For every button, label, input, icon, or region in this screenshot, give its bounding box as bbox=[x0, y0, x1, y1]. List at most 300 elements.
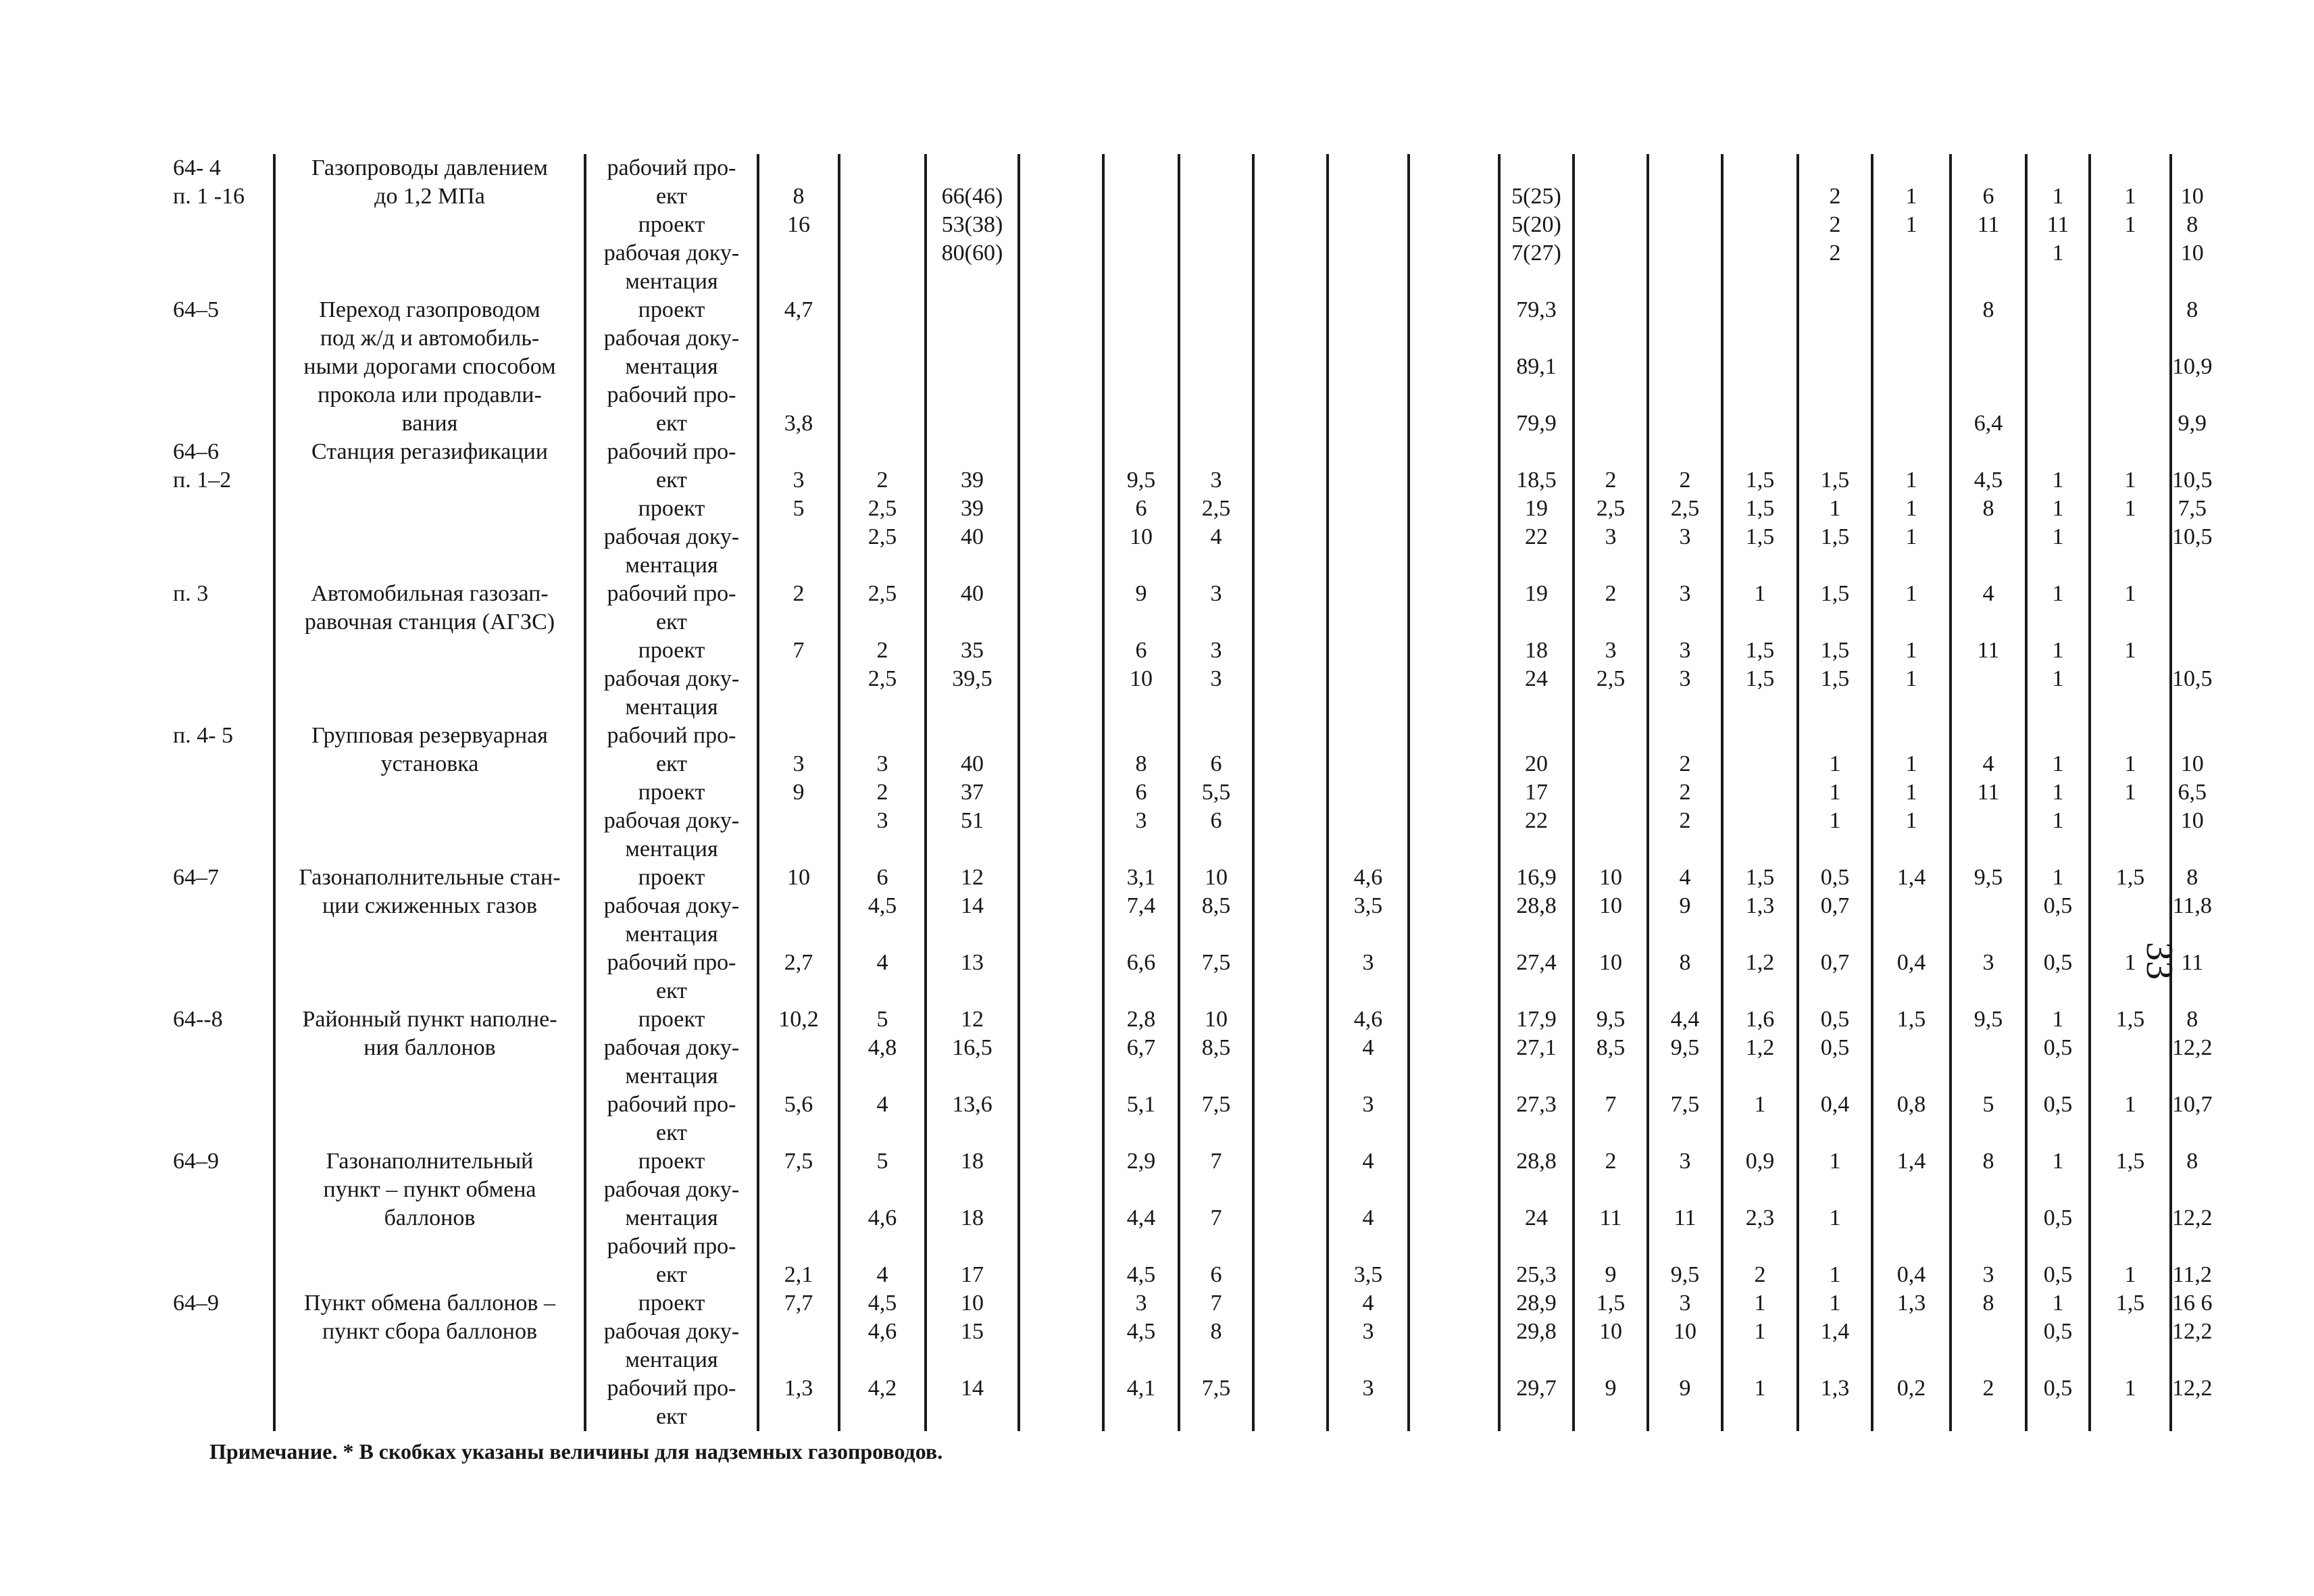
value-cell-text: 4 3 3 bbox=[1362, 1291, 1374, 1401]
value-cell bbox=[1798, 1289, 1872, 1431]
value-cell-text: 9,5 3 bbox=[1973, 865, 2003, 975]
value-cell bbox=[1798, 864, 1872, 1005]
value-cell-text: 79,3 89,1 79,9 bbox=[1516, 297, 1557, 436]
row-code-text: 64–7 bbox=[173, 865, 219, 890]
value-cell-text: 1,5 10 9 bbox=[1596, 1291, 1626, 1401]
value-cell bbox=[926, 154, 1019, 296]
value-cell bbox=[2026, 1147, 2090, 1289]
value-cell-text: 1 1 1 bbox=[1905, 581, 1917, 691]
value-cell bbox=[1103, 1147, 1179, 1289]
value-cell bbox=[1872, 154, 1951, 296]
value-cell bbox=[839, 296, 926, 438]
value-cell-text: 10 10 10 bbox=[1599, 865, 1622, 975]
value-cell-text: 1 1 1 bbox=[2052, 751, 2064, 833]
value-cell bbox=[2171, 864, 2213, 1005]
value-cell bbox=[2026, 1289, 2090, 1431]
row-name-text: Газонаполнительные стан- ции сжиженных газов bbox=[299, 865, 561, 918]
value-cell bbox=[1019, 154, 1103, 296]
value-cell bbox=[758, 722, 839, 864]
value-cell-text: 4,5 8 bbox=[1973, 468, 2003, 521]
value-cell-text: 7 7 6 bbox=[1210, 1149, 1222, 1287]
value-cell bbox=[1951, 296, 2026, 438]
row-name bbox=[274, 154, 585, 296]
value-cell-text: 1 1 1 bbox=[1905, 751, 1917, 833]
value-cell-text: 1,4 0,4 bbox=[1896, 865, 1926, 975]
value-cell-text: 1,5 1,5 1,5 bbox=[1745, 468, 1775, 549]
value-cell-text: 8 12,2 10,7 bbox=[2172, 1007, 2213, 1117]
value-cell-text: 8 3 bbox=[1982, 1149, 1994, 1287]
value-cell bbox=[2171, 722, 2213, 864]
value-cell bbox=[1872, 1289, 1951, 1431]
table-row bbox=[168, 580, 2213, 722]
value-cell bbox=[1722, 438, 1798, 580]
value-cell bbox=[1499, 154, 1574, 296]
value-cell-text: 4 11 bbox=[1977, 751, 2000, 805]
value-cell bbox=[1409, 580, 1499, 722]
value-cell bbox=[839, 1147, 926, 1289]
value-cell-text: 20 17 22 bbox=[1525, 751, 1548, 833]
value-cell-text: 2 11 9 bbox=[1599, 1149, 1622, 1287]
value-cell bbox=[1499, 296, 1574, 438]
value-cell bbox=[1409, 864, 1499, 1005]
value-cell bbox=[2026, 580, 2090, 722]
value-cell bbox=[1253, 722, 1328, 864]
value-cell bbox=[758, 864, 839, 1005]
value-cell bbox=[2090, 1289, 2171, 1431]
table-row bbox=[168, 722, 2213, 864]
value-cell-text: 1 1,5 1,5 bbox=[1745, 581, 1775, 691]
value-cell bbox=[2171, 1005, 2213, 1147]
row-name-text: Станция регазификации bbox=[311, 439, 548, 464]
value-cell bbox=[1872, 1005, 1951, 1147]
value-cell-text: 66(46) 53(38) 80(60) bbox=[941, 184, 1003, 266]
row-doc-stage-text: проект рабочая доку- ментация рабочий про- ект bbox=[603, 1007, 740, 1145]
value-cell-text: 1 0,5 0,5 bbox=[2043, 1291, 2073, 1401]
value-cell bbox=[758, 1147, 839, 1289]
value-cell bbox=[2171, 1289, 2213, 1431]
value-cell-text: 5(25) 5(20) 7(27) bbox=[1511, 184, 1561, 266]
value-cell bbox=[1103, 154, 1179, 296]
value-cell bbox=[2171, 1147, 2213, 1289]
value-cell bbox=[1328, 438, 1409, 580]
value-cell-text: 8 10,9 9,9 bbox=[2172, 297, 2213, 436]
value-cell bbox=[1179, 1147, 1253, 1289]
value-cell bbox=[1019, 438, 1103, 580]
table-row bbox=[168, 1005, 2213, 1147]
value-cell-text: 9,5 5 bbox=[1973, 1007, 2003, 1117]
value-cell bbox=[1409, 154, 1499, 296]
value-cell bbox=[1648, 438, 1722, 580]
value-cell bbox=[1409, 1289, 1499, 1431]
value-cell bbox=[2090, 722, 2171, 864]
value-cell bbox=[2171, 580, 2213, 722]
value-cell-text: 3 11 9,5 bbox=[1670, 1149, 1700, 1287]
value-cell-text: 40 35 39,5 bbox=[952, 581, 992, 691]
value-cell bbox=[1722, 296, 1798, 438]
value-cell-text: 3 9 bbox=[793, 751, 805, 805]
value-cell-text: 16 6 12,2 12,2 bbox=[2172, 1291, 2213, 1401]
value-cell bbox=[1253, 1289, 1328, 1431]
row-doc-stage-text: проект рабочая доку- ментация рабочий про- ект bbox=[603, 297, 740, 436]
value-cell-text: 39 39 40 bbox=[961, 468, 984, 549]
value-cell bbox=[1179, 1005, 1253, 1147]
row-code bbox=[168, 154, 274, 296]
value-cell bbox=[1103, 1005, 1179, 1147]
value-cell bbox=[1722, 1289, 1798, 1431]
value-cell-text: 3 3 3 bbox=[1679, 581, 1691, 691]
value-cell bbox=[1798, 1147, 1872, 1289]
value-cell-text: 1 1 1 bbox=[2052, 468, 2064, 549]
value-cell-text: 4 4 3,5 bbox=[1353, 1149, 1383, 1287]
value-cell bbox=[1722, 154, 1798, 296]
value-cell bbox=[1798, 296, 1872, 438]
value-cell bbox=[1648, 864, 1722, 1005]
value-cell bbox=[1328, 1289, 1409, 1431]
value-cell-text: 1,5 1,3 1,2 bbox=[1745, 865, 1775, 975]
value-cell-text: 18,5 19 22 bbox=[1516, 468, 1557, 549]
row-code-text: 64–5 bbox=[173, 297, 219, 322]
value-cell-text: 6 5,5 6 bbox=[1201, 751, 1231, 833]
value-cell bbox=[1409, 1147, 1499, 1289]
row-doc-stage bbox=[585, 296, 758, 438]
value-cell-text: 0,5 0,5 0,4 bbox=[1820, 1007, 1850, 1117]
value-cell bbox=[1872, 580, 1951, 722]
value-cell bbox=[1499, 1289, 1574, 1431]
value-cell-text: 1 1 1 bbox=[2052, 581, 2064, 691]
value-cell bbox=[1019, 864, 1103, 1005]
value-cell bbox=[1951, 1147, 2026, 1289]
value-cell-text: 8 11,8 11 bbox=[2172, 865, 2212, 975]
table-body bbox=[168, 154, 2213, 1431]
value-cell bbox=[2026, 864, 2090, 1005]
value-cell bbox=[758, 296, 839, 438]
value-cell-text: 1 1 bbox=[2124, 581, 2136, 663]
value-cell bbox=[1574, 580, 1648, 722]
value-cell bbox=[1872, 438, 1951, 580]
value-cell-text: 10,5 7,5 10,5 bbox=[2172, 468, 2213, 549]
value-cell bbox=[2090, 154, 2171, 296]
value-cell-text: 0,5 0,7 0,7 bbox=[1820, 865, 1850, 975]
value-cell-text: 8 16 bbox=[787, 184, 810, 237]
value-cell-text: 1 1 bbox=[2124, 468, 2136, 521]
value-cell bbox=[926, 864, 1019, 1005]
value-cell bbox=[1574, 864, 1648, 1005]
value-cell-text: 10,2 5,6 bbox=[778, 1007, 819, 1117]
value-cell bbox=[1409, 296, 1499, 438]
row-doc-stage bbox=[585, 864, 758, 1005]
data-table bbox=[168, 154, 2213, 1431]
value-cell bbox=[1328, 864, 1409, 1005]
value-cell bbox=[1574, 1147, 1648, 1289]
value-cell-text: 1 1 1 bbox=[1829, 1149, 1841, 1287]
row-name-text: Пункт обмена баллонов – пункт сбора баллонов bbox=[304, 1291, 555, 1344]
value-cell bbox=[1103, 1289, 1179, 1431]
value-cell-text: 1 11 1 bbox=[2046, 184, 2069, 266]
value-cell-text: 2 2 2 bbox=[1679, 751, 1691, 833]
value-cell-text: 1 0,5 0,5 bbox=[2043, 1007, 2073, 1117]
row-doc-stage-text: проект рабочая доку- ментация рабочий про- ект bbox=[603, 1149, 740, 1287]
value-cell bbox=[1179, 864, 1253, 1005]
value-cell-text: 7 8 7,5 bbox=[1201, 1291, 1231, 1401]
value-cell-text: 12 16,5 13,6 bbox=[952, 1007, 992, 1117]
value-cell-text: 10,5 bbox=[2172, 666, 2213, 691]
value-cell bbox=[1328, 296, 1409, 438]
value-cell-text: 4,6 3,5 3 bbox=[1353, 865, 1383, 975]
value-cell bbox=[1253, 580, 1328, 722]
value-cell-text: 4,6 4 3 bbox=[1353, 1007, 1383, 1117]
row-code-text: 64- 4 п. 1 -16 bbox=[173, 155, 245, 209]
value-cell bbox=[1019, 1005, 1103, 1147]
value-cell-text: 10 2,7 bbox=[784, 865, 813, 975]
value-cell-text: 9,5 6 10 bbox=[1126, 468, 1156, 549]
row-doc-stage-text: рабочий про- ект проект рабочая доку- ментация bbox=[603, 439, 740, 578]
value-cell bbox=[1328, 1147, 1409, 1289]
value-cell bbox=[1872, 1147, 1951, 1289]
value-cell-text: 1,5 1 bbox=[2115, 865, 2145, 975]
value-cell bbox=[1103, 864, 1179, 1005]
value-cell bbox=[1179, 438, 1253, 580]
value-cell bbox=[2026, 438, 2090, 580]
value-cell bbox=[758, 1005, 839, 1147]
value-cell bbox=[1179, 154, 1253, 296]
value-cell bbox=[839, 1005, 926, 1147]
value-cell-text: 4,4 9,5 7,5 bbox=[1670, 1007, 1700, 1117]
value-cell-text: 1 1 bbox=[2124, 184, 2136, 237]
value-cell bbox=[2171, 154, 2213, 296]
value-cell bbox=[926, 1147, 1019, 1289]
value-cell bbox=[758, 438, 839, 580]
value-cell bbox=[839, 1289, 926, 1431]
row-name-text: Переход газопроводом под ж/д и автомобиль- ными дорогами способом прокола или продавли- вания bbox=[303, 297, 556, 436]
row-code bbox=[168, 1005, 274, 1147]
value-cell bbox=[1019, 1289, 1103, 1431]
value-cell-text: 4,7 3,8 bbox=[784, 297, 813, 436]
value-cell bbox=[1328, 1005, 1409, 1147]
row-code-text: 64–6 п. 1–2 bbox=[173, 439, 232, 493]
row-name-text: Районный пункт наполне- ния баллонов bbox=[302, 1007, 557, 1060]
value-cell bbox=[2090, 438, 2171, 580]
value-cell-text: 1,5 0,8 bbox=[1896, 1007, 1926, 1117]
value-cell-text: 3 2 3 bbox=[876, 751, 888, 833]
value-cell-text: 9 6 10 bbox=[1130, 581, 1153, 691]
value-cell bbox=[839, 722, 926, 864]
value-cell-text: 3 5 bbox=[793, 468, 805, 521]
row-name bbox=[274, 1289, 585, 1431]
value-cell bbox=[926, 722, 1019, 864]
row-name-text: Групповая резервуарная установка bbox=[311, 723, 548, 776]
value-cell bbox=[1019, 296, 1103, 438]
value-cell bbox=[1103, 580, 1179, 722]
value-cell bbox=[1179, 722, 1253, 864]
value-cell-text: 28,8 24 25,3 bbox=[1516, 1149, 1557, 1287]
value-cell bbox=[1574, 1289, 1648, 1431]
row-code-text: п. 3 bbox=[173, 581, 209, 606]
value-cell-text: 28,9 29,8 29,7 bbox=[1516, 1291, 1557, 1401]
value-cell bbox=[839, 580, 926, 722]
table-row bbox=[168, 296, 2213, 438]
row-name bbox=[274, 864, 585, 1005]
value-cell bbox=[1328, 580, 1409, 722]
value-cell-text: 10 8,5 7,5 bbox=[1201, 1007, 1231, 1117]
value-cell bbox=[1951, 864, 2026, 1005]
row-code-text: 64–9 bbox=[173, 1149, 219, 1174]
value-cell bbox=[2026, 722, 2090, 864]
value-cell-text: 1 1 1 bbox=[1905, 468, 1917, 549]
row-name bbox=[274, 1147, 585, 1289]
row-code-text: 64--8 bbox=[173, 1007, 223, 1032]
value-cell bbox=[1722, 722, 1798, 864]
value-cell bbox=[1574, 1005, 1648, 1147]
value-cell bbox=[1253, 438, 1328, 580]
value-cell bbox=[1253, 1147, 1328, 1289]
value-cell-text: 4 11 bbox=[1977, 581, 2000, 663]
value-cell-text: 0,9 2,3 2 bbox=[1745, 1149, 1775, 1287]
value-cell-text: 1,5 1 bbox=[2115, 1007, 2145, 1117]
value-cell bbox=[1648, 296, 1722, 438]
value-cell-text: 5 4,8 4 bbox=[867, 1007, 897, 1117]
value-cell bbox=[839, 438, 926, 580]
value-cell bbox=[1648, 154, 1722, 296]
value-cell bbox=[926, 1005, 1019, 1147]
value-cell-text: 1 1 1 bbox=[1754, 1291, 1766, 1401]
row-name bbox=[274, 296, 585, 438]
value-cell-text: 18 18 17 bbox=[961, 1149, 984, 1287]
value-cell-text: 2 3 2,5 bbox=[1596, 581, 1626, 691]
value-cell bbox=[2026, 1005, 2090, 1147]
value-cell bbox=[2090, 1147, 2171, 1289]
value-cell bbox=[1951, 722, 2026, 864]
row-doc-stage bbox=[585, 1289, 758, 1431]
row-code bbox=[168, 296, 274, 438]
value-cell-text: 3 2,5 4 bbox=[1201, 468, 1231, 549]
value-cell bbox=[2090, 1005, 2171, 1147]
value-cell-text: 2,8 6,7 5,1 bbox=[1126, 1007, 1156, 1117]
row-name bbox=[274, 722, 585, 864]
row-code bbox=[168, 722, 274, 864]
table-row bbox=[168, 1147, 2213, 1289]
value-cell bbox=[1499, 722, 1574, 864]
row-doc-stage-text: рабочий про- ект проект рабочая доку- ментация bbox=[603, 581, 740, 720]
row-doc-stage bbox=[585, 1147, 758, 1289]
table-row bbox=[168, 154, 2213, 296]
value-cell bbox=[1872, 296, 1951, 438]
value-cell bbox=[1019, 1147, 1103, 1289]
value-cell-text: 1 0,5 0,5 bbox=[2043, 1149, 2073, 1287]
value-cell-text: 1,5 1 1,5 bbox=[1820, 468, 1850, 549]
value-cell bbox=[1253, 296, 1328, 438]
value-cell bbox=[1872, 864, 1951, 1005]
value-cell bbox=[1798, 580, 1872, 722]
value-cell bbox=[1103, 722, 1179, 864]
value-cell bbox=[1574, 296, 1648, 438]
row-name-text: Газонаполнительный пункт – пункт обмена баллонов bbox=[323, 1149, 536, 1230]
value-cell-text: 2 7 bbox=[793, 581, 805, 663]
value-cell bbox=[1722, 864, 1798, 1005]
value-cell bbox=[1499, 580, 1574, 722]
value-cell-text: 1 0,5 0,5 bbox=[2043, 865, 2073, 975]
value-cell-text: 17,9 27,1 27,3 bbox=[1516, 1007, 1557, 1117]
value-cell bbox=[1951, 580, 2026, 722]
value-cell bbox=[2171, 438, 2213, 580]
row-code bbox=[168, 438, 274, 580]
value-cell-text: 10 8,5 7,5 bbox=[1201, 865, 1231, 975]
row-name bbox=[274, 1005, 585, 1147]
value-cell bbox=[1648, 1005, 1722, 1147]
value-cell bbox=[1499, 1005, 1574, 1147]
value-cell-text: 40 37 51 bbox=[961, 751, 984, 833]
table-row bbox=[168, 864, 2213, 1005]
value-cell bbox=[926, 580, 1019, 722]
value-cell bbox=[758, 1289, 839, 1431]
value-cell bbox=[2090, 296, 2171, 438]
value-cell bbox=[839, 864, 926, 1005]
value-cell-text: 1 1 1 bbox=[1829, 751, 1841, 833]
value-cell bbox=[1179, 580, 1253, 722]
row-doc-stage-text: проект рабочая доку- ментация рабочий про- ект bbox=[603, 865, 740, 1003]
value-cell bbox=[1179, 296, 1253, 438]
value-cell bbox=[1722, 580, 1798, 722]
row-code-text: п. 4- 5 bbox=[173, 723, 234, 748]
value-cell-text: 3,1 7,4 6,6 bbox=[1126, 865, 1156, 975]
value-cell-text: 19 18 24 bbox=[1525, 581, 1548, 691]
table-row bbox=[168, 1289, 2213, 1431]
value-cell bbox=[2090, 580, 2171, 722]
value-cell-text: 1,5 1,5 1,5 bbox=[1820, 581, 1850, 691]
value-cell bbox=[1798, 1005, 1872, 1147]
value-cell-text: 6 4,5 4 bbox=[867, 865, 897, 975]
value-cell-text: 2 2,5 3 bbox=[1596, 468, 1626, 549]
value-cell bbox=[839, 154, 926, 296]
value-cell-text: 1,5 1 bbox=[2115, 1149, 2145, 1287]
value-cell bbox=[1499, 438, 1574, 580]
value-cell bbox=[1722, 1005, 1798, 1147]
value-cell-text: 8 12,2 11,2 bbox=[2172, 1149, 2213, 1287]
row-doc-stage bbox=[585, 1005, 758, 1147]
value-cell bbox=[758, 154, 839, 296]
value-cell bbox=[1103, 438, 1179, 580]
value-cell bbox=[1328, 722, 1409, 864]
value-cell-text: 10 6,5 10 bbox=[2178, 751, 2207, 833]
value-cell bbox=[926, 296, 1019, 438]
row-doc-stage bbox=[585, 154, 758, 296]
value-cell-text: 2 2 2 bbox=[1829, 184, 1841, 266]
value-cell-text: 4,5 4,6 4,2 bbox=[867, 1291, 897, 1401]
value-cell-text: 9,5 8,5 7 bbox=[1596, 1007, 1626, 1117]
value-cell bbox=[2171, 296, 2213, 438]
row-name bbox=[274, 438, 585, 580]
value-cell bbox=[1253, 864, 1328, 1005]
row-doc-stage bbox=[585, 722, 758, 864]
value-cell bbox=[1019, 580, 1103, 722]
value-cell-text: 1,6 1,2 1 bbox=[1745, 1007, 1775, 1117]
value-cell-text: 2 2,5 3 bbox=[1670, 468, 1700, 549]
value-cell bbox=[926, 438, 1019, 580]
value-cell-text: 1,3 0,2 bbox=[1896, 1291, 1926, 1401]
value-cell-text: 3 3 3 bbox=[1210, 581, 1222, 691]
row-doc-stage-text: проект рабочая доку- ментация рабочий про- ект bbox=[603, 1291, 740, 1429]
value-cell bbox=[1648, 1147, 1722, 1289]
value-cell-text: 2,9 4,4 4,5 bbox=[1126, 1149, 1156, 1287]
value-cell bbox=[1798, 722, 1872, 864]
value-cell bbox=[1574, 722, 1648, 864]
value-cell-text: 3 4,5 4,1 bbox=[1126, 1291, 1156, 1401]
value-cell bbox=[1722, 1147, 1798, 1289]
value-cell bbox=[1409, 1005, 1499, 1147]
value-cell bbox=[2026, 296, 2090, 438]
value-cell bbox=[1499, 1147, 1574, 1289]
value-cell bbox=[1951, 1005, 2026, 1147]
value-cell bbox=[1019, 722, 1103, 864]
